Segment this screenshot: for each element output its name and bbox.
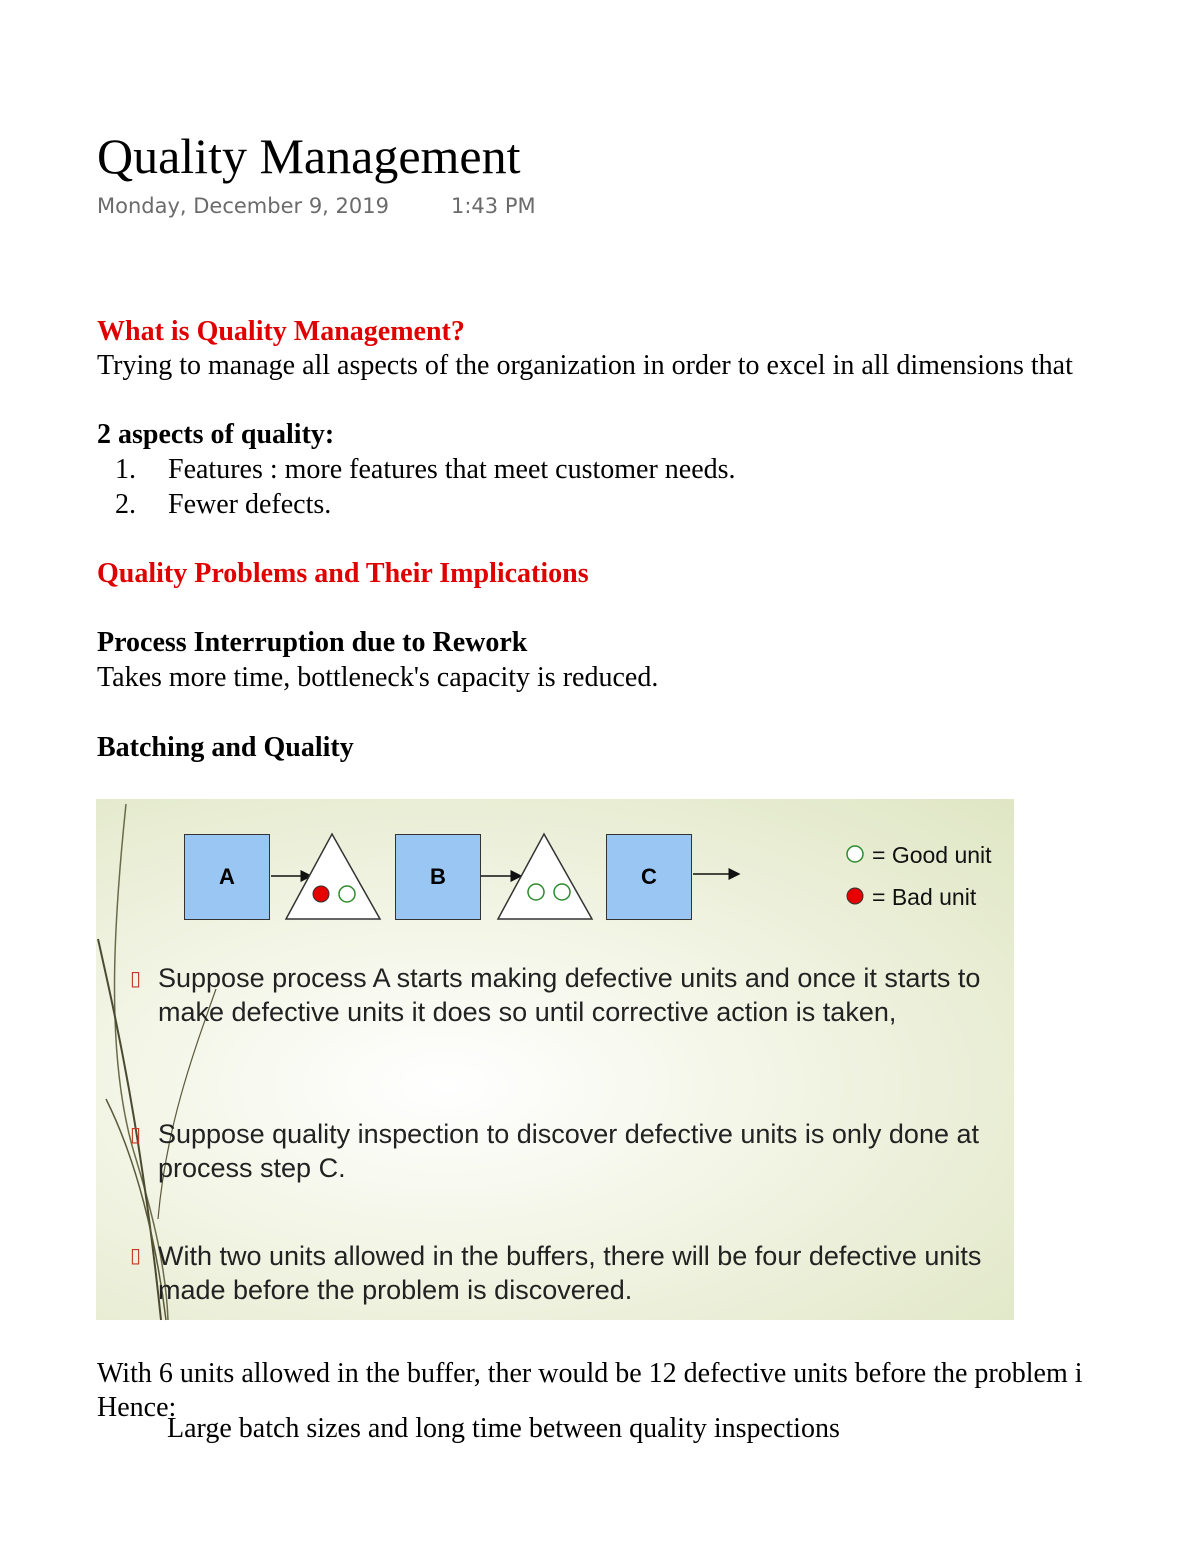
legend-good-icon: [847, 846, 863, 862]
process-box-b: B: [395, 834, 481, 920]
heading-aspects: 2 aspects of quality:: [97, 419, 335, 450]
legend-bad-icon: [847, 888, 863, 904]
slide-bullet: Suppose quality inspection to discover defective units is only done at process step C.: [158, 1119, 979, 1183]
paragraph-what-is-qm: Trying to manage all aspects of the organization in order to excel in all dimensions that: [97, 350, 1073, 381]
paragraph-hence: Hence:: [97, 1392, 177, 1423]
bullet-icon: ▯: [130, 1243, 142, 1267]
good-unit-icon: [339, 886, 355, 902]
bullet-icon: ▯: [130, 966, 142, 990]
page-date: Monday, December 9, 2019: [97, 194, 389, 218]
list-item-text: Fewer defects.: [168, 489, 332, 520]
heading-batching: Batching and Quality: [97, 732, 354, 763]
bad-unit-icon: [313, 886, 329, 902]
paragraph-cut-off: [97, 1413, 857, 1444]
good-unit-icon: [554, 884, 570, 900]
page-time: 1:43 PM: [451, 194, 536, 218]
paragraph-rework: Takes more time, bottleneck's capacity is reduced.: [97, 662, 659, 693]
process-box-a: A: [184, 834, 270, 920]
heading-rework: Process Interruption due to Rework: [97, 627, 528, 658]
list-item-text: Features : more features that meet customer needs.: [168, 454, 736, 485]
paragraph-buffer-six: With 6 units allowed in the buffer, ther would be 12 defective units before the problem i: [97, 1358, 1083, 1389]
heading-what-is-qm: What is Quality Management?: [97, 316, 465, 347]
good-unit-icon: [528, 884, 544, 900]
heading-quality-problems: Quality Problems and Their Implications: [97, 558, 589, 589]
process-box-c: C: [606, 834, 692, 920]
cut-off-text: Large batch sizes and long time between quality inspections: [167, 1413, 840, 1444]
list-item-number: 2.: [115, 489, 136, 520]
legend-good-label: = Good unit: [872, 842, 992, 868]
slide-bullet: With two units allowed in the buffers, there will be four defective units made before the problem is discovered.: [158, 1241, 982, 1305]
page-title: Quality Management: [97, 128, 521, 184]
list-item-number: 1.: [115, 454, 136, 485]
bullet-icon: ▯: [130, 1122, 142, 1146]
slide-bullet: Suppose process A starts making defective units and once it starts to make defective units it does so until corrective action is taken,: [158, 963, 981, 1027]
legend-bad-label: = Bad unit: [872, 884, 977, 910]
slide-image: [96, 799, 1014, 1320]
